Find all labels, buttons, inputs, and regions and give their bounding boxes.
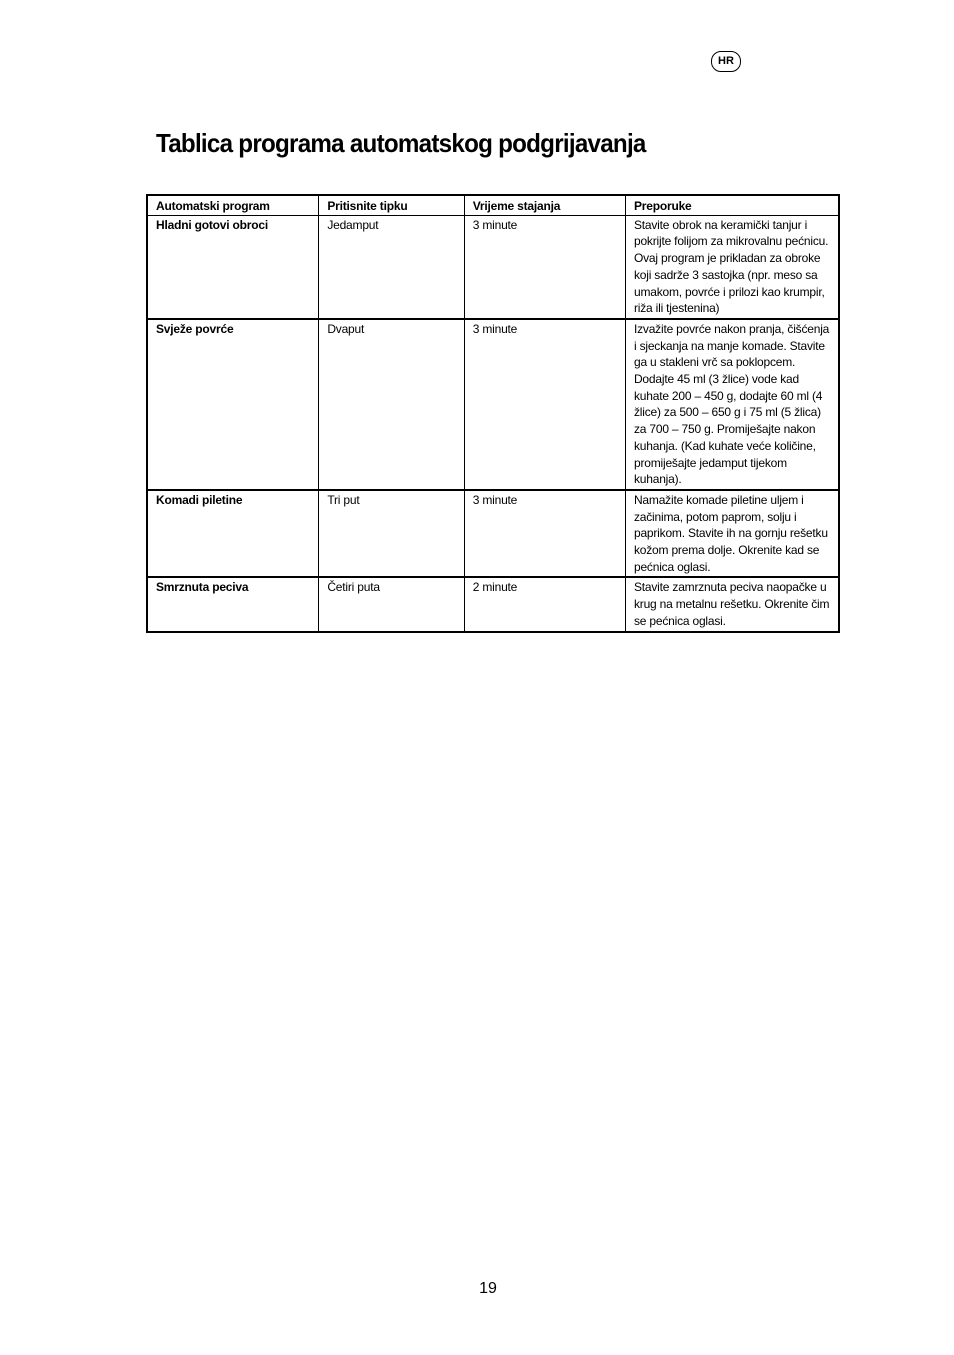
program-table	[146, 194, 840, 633]
cell-program: Smrznuta peciva	[147, 577, 319, 631]
cell-program: Hladni gotovi obroci	[147, 215, 319, 319]
cell-program: Svježe povrće	[147, 319, 319, 490]
cell-advice: Stavite obrok na keramički tanjur i pokrijte folijom za mikrovalnu pećnicu. Ovaj program je prikladan za obroke koji sadrže 3 sastojka (npr. meso sa umakom, povrće i prilozi kao krumpir, riža ili tjestenina)	[625, 215, 839, 319]
page-number: 19	[479, 1280, 497, 1297]
cell-press: Tri put	[319, 490, 464, 578]
table-row	[147, 577, 839, 631]
page-title: Tablica programa automatskog podgrijavanja	[156, 128, 646, 158]
cell-standing: 3 minute	[464, 215, 625, 319]
cell-advice: Namažite komade piletine uljem i začinima, potom paprom, solju i paprikom. Stavite ih na gornju rešetku kožom prema dolje. Okrenite kad se pećnica oglasi.	[625, 490, 839, 578]
column-header-press: Pritisnite tipku	[319, 195, 464, 215]
language-badge: HR	[711, 51, 741, 72]
column-header-program: Automatski program	[147, 195, 319, 215]
table-row	[147, 490, 839, 578]
cell-advice: Izvažite povrće nakon pranja, čišćenja i sjeckanja na manje komade. Stavite ga u stakleni vrč sa poklopcem. Dodajte 45 ml (3 žlice) vode kad kuhate 200 – 450 g, dodajte 60 ml (4 žlice) za 500 – 650 g i 75 ml (5 žlica) za 700 – 750 g. Promiješajte nakon kuhanja. (Kad kuhate veće količine, promiješajte jedamput tijekom kuhanja).	[625, 319, 839, 490]
column-header-advice: Preporuke	[625, 195, 839, 215]
table-header-row	[147, 195, 839, 215]
table-row	[147, 215, 839, 319]
column-header-standing: Vrijeme stajanja	[464, 195, 625, 215]
cell-press: Dvaput	[319, 319, 464, 490]
cell-press: Jedamput	[319, 215, 464, 319]
cell-program: Komadi piletine	[147, 490, 319, 578]
table-row	[147, 319, 839, 490]
cell-press: Četiri puta	[319, 577, 464, 631]
cell-standing: 2 minute	[464, 577, 625, 631]
cell-advice: Stavite zamrznuta peciva naopačke u krug na metalnu rešetku. Okrenite čim se pećnica oglasi.	[625, 577, 839, 631]
cell-standing: 3 minute	[464, 319, 625, 490]
cell-standing: 3 minute	[464, 490, 625, 578]
